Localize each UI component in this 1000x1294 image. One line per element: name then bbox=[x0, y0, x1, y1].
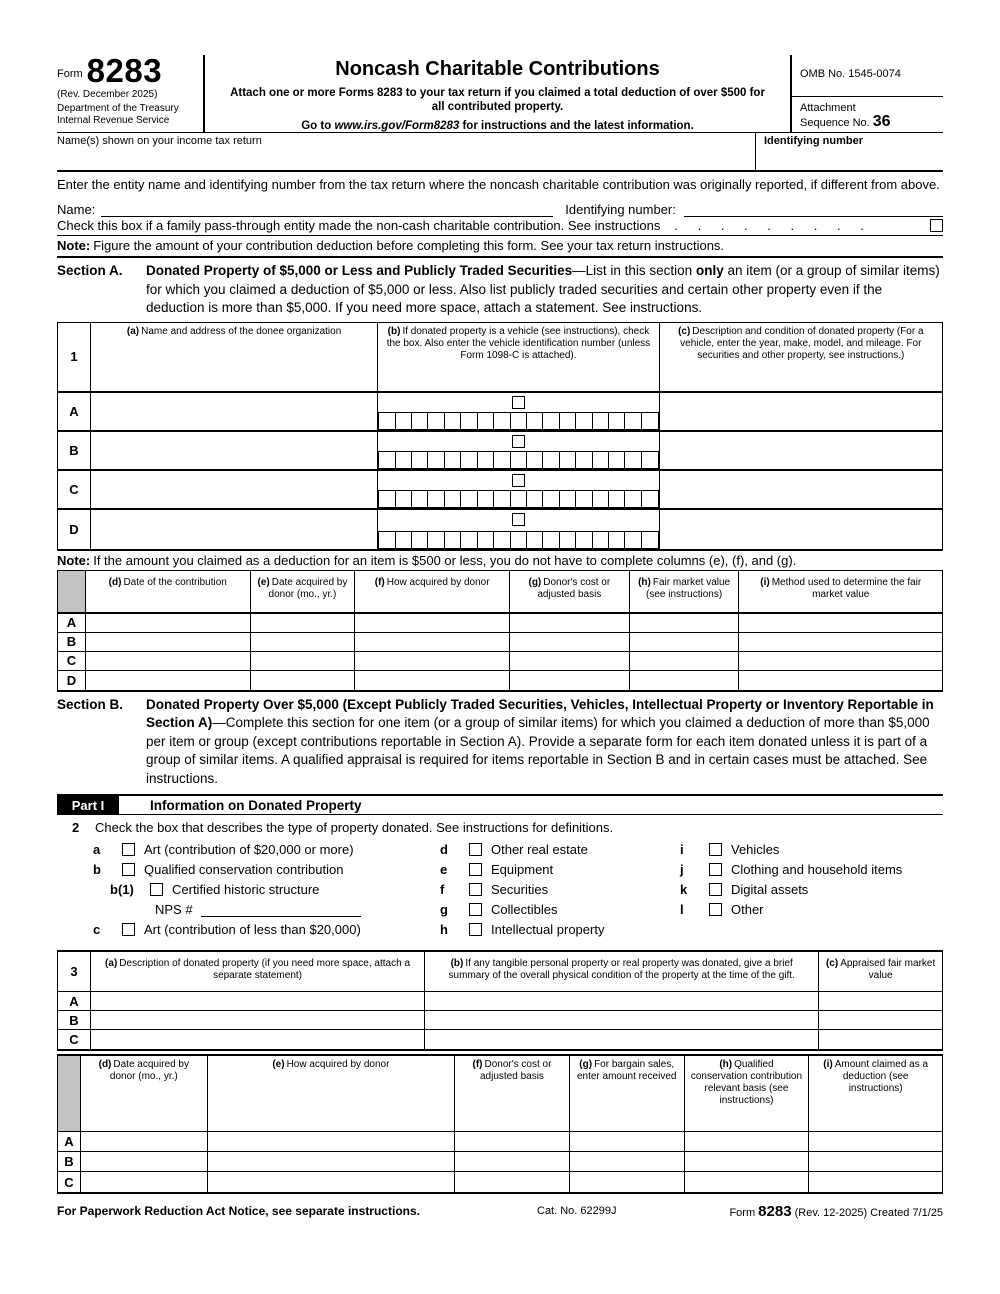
date-contribution-cell[interactable] bbox=[86, 633, 251, 651]
col-i-header: (i) Amount claimed as a deduction (see instructions) bbox=[823, 1059, 929, 1094]
vin-char-box[interactable] bbox=[378, 451, 396, 469]
vin-char-box[interactable] bbox=[510, 490, 528, 508]
acquisition-table-header bbox=[58, 1056, 942, 1132]
entity-name-label: Name: bbox=[57, 202, 96, 217]
col-a-header: (a) Name and address of the donee organization bbox=[91, 323, 378, 391]
vin-char-box[interactable] bbox=[641, 531, 659, 549]
col-e-header: (e) Date acquired by donor (mo., yr.) bbox=[251, 571, 356, 612]
amount-claimed-cell[interactable] bbox=[809, 1172, 942, 1192]
row-label: B bbox=[58, 633, 86, 651]
detail-row-a bbox=[58, 614, 942, 633]
row-label: A bbox=[58, 393, 91, 430]
row-label: D bbox=[58, 671, 86, 690]
vin-char-box[interactable] bbox=[526, 490, 544, 508]
form-header bbox=[57, 52, 943, 132]
donor-cost-cell[interactable] bbox=[510, 633, 630, 651]
part-1-label: Part I bbox=[57, 796, 119, 814]
nps-number-row bbox=[93, 899, 423, 919]
vin-char-box[interactable] bbox=[624, 531, 642, 549]
option-vehicles: i Vehicles bbox=[680, 841, 780, 857]
col-a-header: (a) Description of donated property (if you need more space, attach a separate statement) bbox=[91, 952, 425, 991]
header-spacer bbox=[58, 571, 86, 612]
col-f-header: (f) Donor's cost or adjusted basis bbox=[455, 1056, 570, 1131]
go-to-instruction: Go to www.irs.gov/Form8283 for instructions and the latest information. bbox=[301, 120, 694, 132]
property-type-col-1 bbox=[93, 839, 423, 939]
appraised-fmv-cell[interactable] bbox=[819, 1011, 942, 1029]
vehicle-checkbox[interactable] bbox=[512, 474, 525, 487]
col-b-header: (b) If donated property is a vehicle (see instructions), check the box. Also enter the vehicle identification number (unless Form 1098-C is attached). bbox=[378, 323, 659, 391]
note-label: Note: bbox=[57, 238, 91, 253]
vin-char-box[interactable] bbox=[510, 451, 528, 469]
property-type-col-2 bbox=[440, 839, 670, 939]
section-a-text: Donated Property of $5,000 or Less and Publicly Traded Securities—List in this section only an item (or a group of similar items) for which you claimed a deduction of $5,000 or less. Also list publicly traded securities and certain other property even if the deduction is more than $5,000. If you need more space, attach a statement. See instructions. bbox=[146, 263, 940, 315]
footer-form-number: 8283 bbox=[758, 1203, 792, 1220]
entity-name-row bbox=[57, 198, 943, 217]
donee-row-c bbox=[58, 471, 942, 510]
col-c-header: (c) Description and condition of donated property (For a vehicle, enter the year, make, model, and mileage. For securities and other property, see instructions.) bbox=[678, 325, 924, 361]
section-b-heading bbox=[57, 692, 943, 793]
option-clothing-household: j Clothing and household items bbox=[680, 861, 903, 877]
donor-cost-cell[interactable] bbox=[510, 614, 630, 632]
how-acquired-cell[interactable] bbox=[355, 652, 510, 670]
vin-char-box[interactable] bbox=[592, 451, 610, 469]
row-label: A bbox=[58, 1132, 81, 1151]
vehicle-cell bbox=[378, 510, 659, 549]
fmv-cell[interactable] bbox=[630, 671, 740, 690]
col-h-header: (h) Qualified conservation contribution relevant basis (see instructions) bbox=[685, 1056, 810, 1131]
art-20000-checkbox[interactable] bbox=[122, 843, 135, 856]
date-contribution-cell[interactable] bbox=[86, 614, 251, 632]
vin-char-box[interactable] bbox=[559, 531, 577, 549]
bargain-sales-cell[interactable] bbox=[570, 1132, 685, 1151]
date-acquired-cell[interactable] bbox=[251, 671, 356, 690]
row-label: C bbox=[58, 1172, 81, 1192]
condition-summary-cell[interactable] bbox=[425, 1030, 819, 1049]
vin-grid bbox=[378, 490, 658, 508]
description-cell[interactable] bbox=[660, 510, 942, 549]
securities-checkbox[interactable] bbox=[469, 883, 482, 896]
line-2-intro bbox=[57, 820, 943, 835]
form-title-block bbox=[205, 55, 790, 132]
relevant-basis-cell[interactable] bbox=[685, 1172, 810, 1192]
vin-char-box[interactable] bbox=[542, 531, 560, 549]
vin-char-box[interactable] bbox=[477, 451, 495, 469]
omb-number: OMB No. 1545-0074 bbox=[792, 55, 943, 97]
agency-name: Department of the Treasury Internal Revenue Service bbox=[57, 103, 179, 127]
taxpayer-row bbox=[57, 132, 943, 172]
vin-char-box[interactable] bbox=[608, 451, 626, 469]
line-1-number: 1 bbox=[58, 323, 91, 391]
condition-summary-cell[interactable] bbox=[425, 992, 819, 1010]
relevant-basis-cell[interactable] bbox=[685, 1132, 810, 1151]
vin-char-box[interactable] bbox=[493, 451, 511, 469]
vin-char-box[interactable] bbox=[624, 490, 642, 508]
description-row-a bbox=[58, 992, 942, 1011]
appraised-fmv-cell[interactable] bbox=[819, 992, 942, 1010]
option-art-less-20000: c Art (contribution of less than $20,000) bbox=[93, 921, 361, 937]
vin-char-box[interactable] bbox=[542, 451, 560, 469]
row-label: C bbox=[58, 1030, 91, 1049]
equipment-checkbox[interactable] bbox=[469, 863, 482, 876]
vin-char-box[interactable] bbox=[444, 451, 462, 469]
detail-row-b bbox=[58, 633, 942, 652]
entity-instruction: Enter the entity name and identifying number from the tax return where the noncash charitable contribution was originally reported, if different from above. bbox=[57, 177, 940, 192]
vin-char-box[interactable] bbox=[477, 490, 495, 508]
col-g-header: (g) For bargain sales, enter amount received bbox=[570, 1056, 685, 1131]
paperwork-notice: For Paperwork Reduction Act Notice, see separate instructions. bbox=[57, 1204, 420, 1218]
vin-grid bbox=[378, 451, 658, 469]
col-c-header: (c) Appraised fair market value bbox=[825, 958, 936, 981]
vin-char-box[interactable] bbox=[395, 531, 413, 549]
description-cell[interactable] bbox=[660, 432, 942, 469]
vin-char-box[interactable] bbox=[510, 531, 528, 549]
vehicle-checkbox[interactable] bbox=[512, 435, 525, 448]
donee-name-address-cell[interactable] bbox=[91, 471, 378, 508]
acquisition-row-c bbox=[58, 1172, 942, 1192]
how-acquired-cell[interactable] bbox=[355, 671, 510, 690]
attach-instruction: Attach one or more Forms 8283 to your tax return if you claimed a total deduction of over $500 for all contributed property. bbox=[230, 87, 765, 113]
irs-url: www.irs.gov/Form8283 bbox=[334, 120, 460, 132]
property-description-table bbox=[57, 950, 943, 1051]
row-label: C bbox=[58, 471, 91, 508]
how-acquired-cell[interactable] bbox=[355, 614, 510, 632]
vin-char-box[interactable] bbox=[526, 412, 544, 430]
vin-char-box[interactable] bbox=[608, 490, 626, 508]
property-description-cell[interactable] bbox=[91, 1011, 425, 1029]
row-label: C bbox=[58, 652, 86, 670]
vin-char-box[interactable] bbox=[641, 451, 659, 469]
entity-name-input[interactable] bbox=[101, 201, 553, 217]
option-other: l Other bbox=[680, 901, 764, 917]
vin-char-box[interactable] bbox=[477, 531, 495, 549]
property-description-cell[interactable] bbox=[91, 1030, 425, 1049]
bargain-sales-cell[interactable] bbox=[570, 1172, 685, 1192]
vin-grid bbox=[378, 531, 658, 549]
col-b-header: (b) If any tangible personal property or real property was donated, give a brief summary of the overall physical condition of the property at the time of the gift. bbox=[425, 952, 819, 991]
detail-row-c bbox=[58, 652, 942, 671]
vin-char-box[interactable] bbox=[592, 412, 610, 430]
description-cell[interactable] bbox=[660, 471, 942, 508]
description-cell[interactable] bbox=[660, 393, 942, 430]
vin-char-box[interactable] bbox=[477, 412, 495, 430]
donor-cost-cell[interactable] bbox=[510, 652, 630, 670]
vin-char-box[interactable] bbox=[575, 531, 593, 549]
section-b-label: Section B. bbox=[57, 696, 124, 712]
vin-char-box[interactable] bbox=[411, 531, 429, 549]
art-less-20000-checkbox[interactable] bbox=[122, 923, 135, 936]
nps-label: NPS # bbox=[155, 901, 193, 917]
other-real-estate-checkbox[interactable] bbox=[469, 843, 482, 856]
acquisition-row-b bbox=[58, 1152, 942, 1172]
catalog-number: Cat. No. 62299J bbox=[537, 1205, 617, 1217]
part-1-title: Information on Donated Property bbox=[150, 797, 362, 813]
how-acquired-cell[interactable] bbox=[355, 633, 510, 651]
vin-char-box[interactable] bbox=[592, 490, 610, 508]
condition-summary-cell[interactable] bbox=[425, 1011, 819, 1029]
fmv-cell[interactable] bbox=[630, 633, 740, 651]
vin-char-box[interactable] bbox=[641, 412, 659, 430]
fmv-cell[interactable] bbox=[630, 652, 740, 670]
form-id-block bbox=[57, 52, 205, 132]
columns-note: Note: If the amount you claimed as a deduction for an item is $500 or less, you do not have to complete columns (e), (f), and (g). bbox=[57, 552, 797, 568]
vin-char-box[interactable] bbox=[624, 412, 642, 430]
omb-block bbox=[790, 55, 943, 132]
sequence-number: 36 bbox=[872, 113, 891, 130]
form-footer-id: Form 8283 (Rev. 12-2025) Created 7/1/25 bbox=[729, 1203, 943, 1220]
relevant-basis-cell[interactable] bbox=[685, 1152, 810, 1171]
pass-through-text: Check this box if a family pass-through entity made the non-cash charitable contribution. See instructions bbox=[57, 217, 661, 233]
vin-char-box[interactable] bbox=[395, 412, 413, 430]
section-b-text: Donated Property Over $5,000 (Except Publicly Traded Securities, Vehicles, Intellectual Property or Inventory Reportable in Section A)—Complete this section for one item (or a group of similar items) for which you claimed a deduction of more than $5,000 per item or group (except contributions reportable in Section A). Provide a separate form for each item donated unless it is part of a group of similar items. A qualified appraisal is required for items reportable in Section B and in certain cases must be attached. See instructions. bbox=[146, 696, 934, 786]
donee-row-b bbox=[58, 432, 942, 471]
row-label: B bbox=[58, 1152, 81, 1171]
property-description-cell[interactable] bbox=[91, 992, 425, 1010]
vin-char-box[interactable] bbox=[559, 412, 577, 430]
vin-char-box[interactable] bbox=[575, 490, 593, 508]
detail-row-d bbox=[58, 671, 942, 690]
description-row-b bbox=[58, 1011, 942, 1030]
vin-char-box[interactable] bbox=[395, 451, 413, 469]
vin-grid bbox=[378, 412, 658, 430]
row-label: D bbox=[58, 510, 91, 549]
vin-char-box[interactable] bbox=[641, 490, 659, 508]
vin-char-box[interactable] bbox=[575, 412, 593, 430]
option-equipment: e Equipment bbox=[440, 861, 554, 877]
date-acquired-cell[interactable] bbox=[251, 633, 356, 651]
vin-char-box[interactable] bbox=[444, 531, 462, 549]
option-qualified-conservation: b Qualified conservation contribution bbox=[93, 861, 344, 877]
row-label: B bbox=[58, 1011, 91, 1029]
entity-id-input[interactable] bbox=[684, 201, 943, 217]
collectibles-checkbox[interactable] bbox=[469, 903, 482, 916]
donor-cost-cell[interactable] bbox=[455, 1132, 570, 1151]
donee-name-address-cell[interactable] bbox=[91, 432, 378, 469]
vehicle-checkbox[interactable] bbox=[512, 396, 525, 409]
other-checkbox[interactable] bbox=[709, 903, 722, 916]
vin-char-box[interactable] bbox=[526, 531, 544, 549]
vin-char-box[interactable] bbox=[460, 451, 478, 469]
vin-char-box[interactable] bbox=[542, 412, 560, 430]
taxpayer-name-label: Name(s) shown on your income tax return bbox=[57, 135, 262, 147]
vin-char-box[interactable] bbox=[411, 451, 429, 469]
vin-char-box[interactable] bbox=[460, 412, 478, 430]
contribution-detail-table bbox=[57, 570, 943, 692]
taxpayer-id-field[interactable] bbox=[755, 133, 943, 170]
vin-char-box[interactable] bbox=[378, 531, 396, 549]
form-word: Form bbox=[57, 68, 83, 81]
description-row-c bbox=[58, 1030, 942, 1049]
col-h-header: (h) Fair market value (see instructions) bbox=[630, 571, 740, 612]
date-acquired-cell[interactable] bbox=[251, 652, 356, 670]
vin-char-box[interactable] bbox=[411, 490, 429, 508]
pass-through-row bbox=[57, 217, 943, 236]
donor-cost-cell[interactable] bbox=[510, 671, 630, 690]
intellectual-property-checkbox[interactable] bbox=[469, 923, 482, 936]
col-g-header: (g) Donor's cost or adjusted basis bbox=[510, 571, 630, 612]
vin-char-box[interactable] bbox=[378, 490, 396, 508]
digital-assets-checkbox[interactable] bbox=[709, 883, 722, 896]
vehicle-checkbox[interactable] bbox=[512, 513, 525, 526]
donee-row-d bbox=[58, 510, 942, 549]
clothing-household-checkbox[interactable] bbox=[709, 863, 722, 876]
vin-char-box[interactable] bbox=[526, 451, 544, 469]
col-i-header: (i) Method used to determine the fair market value bbox=[760, 576, 922, 600]
donee-row-a bbox=[58, 393, 942, 432]
vin-char-box[interactable] bbox=[460, 531, 478, 549]
row-label: A bbox=[58, 992, 91, 1010]
vin-char-box[interactable] bbox=[624, 451, 642, 469]
vin-char-box[interactable] bbox=[493, 490, 511, 508]
vin-char-box[interactable] bbox=[460, 490, 478, 508]
method-cell[interactable] bbox=[739, 633, 942, 651]
vin-char-box[interactable] bbox=[559, 490, 577, 508]
option-other-real-estate: d Other real estate bbox=[440, 841, 588, 857]
donor-cost-cell[interactable] bbox=[455, 1172, 570, 1192]
dot-leader: . . . . . . . . . bbox=[674, 217, 866, 233]
donee-name-address-cell[interactable] bbox=[91, 393, 378, 430]
vin-char-box[interactable] bbox=[493, 531, 511, 549]
line-3-number: 3 bbox=[58, 952, 91, 991]
historic-structure-checkbox[interactable] bbox=[150, 883, 163, 896]
date-acquired-cell[interactable] bbox=[251, 614, 356, 632]
taxpayer-name-field[interactable] bbox=[57, 133, 755, 170]
row-label: B bbox=[58, 432, 91, 469]
date-contribution-cell[interactable] bbox=[86, 671, 251, 690]
vin-char-box[interactable] bbox=[444, 412, 462, 430]
form-revision: (Rev. December 2025) bbox=[57, 89, 158, 101]
section-a-label: Section A. bbox=[57, 263, 123, 278]
how-acquired-cell[interactable] bbox=[208, 1152, 455, 1171]
pass-through-checkbox[interactable] bbox=[930, 219, 943, 232]
header-spacer bbox=[58, 1056, 81, 1131]
property-type-grid bbox=[57, 839, 943, 941]
how-acquired-cell[interactable] bbox=[208, 1132, 455, 1151]
nps-number-input[interactable] bbox=[201, 902, 361, 917]
vehicles-checkbox[interactable] bbox=[709, 843, 722, 856]
option-digital-assets: k Digital assets bbox=[680, 881, 809, 897]
date-contribution-cell[interactable] bbox=[86, 652, 251, 670]
method-cell[interactable] bbox=[739, 614, 942, 632]
description-table-header bbox=[58, 952, 942, 992]
option-intellectual-property: h Intellectual property bbox=[440, 921, 605, 937]
col-d-header: (d) Date of the contribution bbox=[86, 571, 251, 612]
bargain-sales-cell[interactable] bbox=[570, 1152, 685, 1171]
vin-char-box[interactable] bbox=[395, 490, 413, 508]
vin-char-box[interactable] bbox=[542, 490, 560, 508]
method-cell[interactable] bbox=[739, 671, 942, 690]
donee-table bbox=[57, 322, 943, 551]
vin-char-box[interactable] bbox=[411, 412, 429, 430]
vin-char-box[interactable] bbox=[378, 412, 396, 430]
section-a-heading bbox=[57, 258, 943, 322]
date-acquired-cell[interactable] bbox=[81, 1172, 208, 1192]
attachment-sequence: Attachment Sequence No. 36 bbox=[800, 102, 891, 130]
form-footer bbox=[57, 1203, 943, 1223]
vin-char-box[interactable] bbox=[608, 412, 626, 430]
date-acquired-cell[interactable] bbox=[81, 1132, 208, 1151]
conservation-checkbox[interactable] bbox=[122, 863, 135, 876]
vehicle-cell bbox=[378, 393, 659, 430]
vin-char-box[interactable] bbox=[427, 490, 445, 508]
taxpayer-id-label: Identifying number bbox=[764, 135, 863, 147]
vin-char-box[interactable] bbox=[608, 531, 626, 549]
vin-char-box[interactable] bbox=[493, 412, 511, 430]
acquisition-detail-table bbox=[57, 1054, 943, 1194]
detail-table-header bbox=[58, 571, 942, 614]
row-label: A bbox=[58, 614, 86, 632]
vin-char-box[interactable] bbox=[427, 412, 445, 430]
fmv-cell[interactable] bbox=[630, 614, 740, 632]
amount-claimed-cell[interactable] bbox=[809, 1132, 942, 1151]
vehicle-cell bbox=[378, 432, 659, 469]
line-2-number: 2 bbox=[72, 820, 80, 835]
vin-char-box[interactable] bbox=[444, 490, 462, 508]
property-type-col-3 bbox=[680, 839, 943, 919]
donee-name-address-cell[interactable] bbox=[91, 510, 378, 549]
vin-char-box[interactable] bbox=[559, 451, 577, 469]
part-1-bar bbox=[57, 794, 943, 815]
vin-char-box[interactable] bbox=[427, 531, 445, 549]
option-certified-historic: b(1) Certified historic structure bbox=[110, 881, 320, 897]
col-f-header: (f) How acquired by donor bbox=[355, 571, 510, 612]
entity-id-label: Identifying number: bbox=[565, 202, 676, 217]
acquisition-row-a bbox=[58, 1132, 942, 1152]
donee-table-header bbox=[58, 323, 942, 393]
how-acquired-cell[interactable] bbox=[208, 1172, 455, 1192]
amount-claimed-cell[interactable] bbox=[809, 1152, 942, 1171]
form-title: Noncash Charitable Contributions bbox=[335, 58, 660, 80]
donor-cost-cell[interactable] bbox=[455, 1152, 570, 1171]
col-e-header: (e) How acquired by donor bbox=[208, 1056, 455, 1131]
line-2-text: Check the box that describes the type of property donated. See instructions for definitions. bbox=[95, 820, 614, 835]
date-acquired-cell[interactable] bbox=[81, 1152, 208, 1171]
vin-char-box[interactable] bbox=[592, 531, 610, 549]
method-cell[interactable] bbox=[739, 652, 942, 670]
form-number: 8283 bbox=[86, 52, 163, 89]
deduction-note: Note: Figure the amount of your contribution deduction before completing this form. See your tax return instructions. bbox=[57, 236, 943, 258]
option-collectibles: g Collectibles bbox=[440, 901, 558, 917]
vin-char-box[interactable] bbox=[427, 451, 445, 469]
option-art-20000-or-more: a Art (contribution of $20,000 or more) bbox=[93, 841, 354, 857]
appraised-fmv-cell[interactable] bbox=[819, 1030, 942, 1049]
vin-char-box[interactable] bbox=[575, 451, 593, 469]
vin-char-box[interactable] bbox=[510, 412, 528, 430]
vehicle-cell bbox=[378, 471, 659, 508]
col-d-header: (d) Date acquired by donor (mo., yr.) bbox=[81, 1056, 208, 1131]
option-securities: f Securities bbox=[440, 881, 549, 897]
